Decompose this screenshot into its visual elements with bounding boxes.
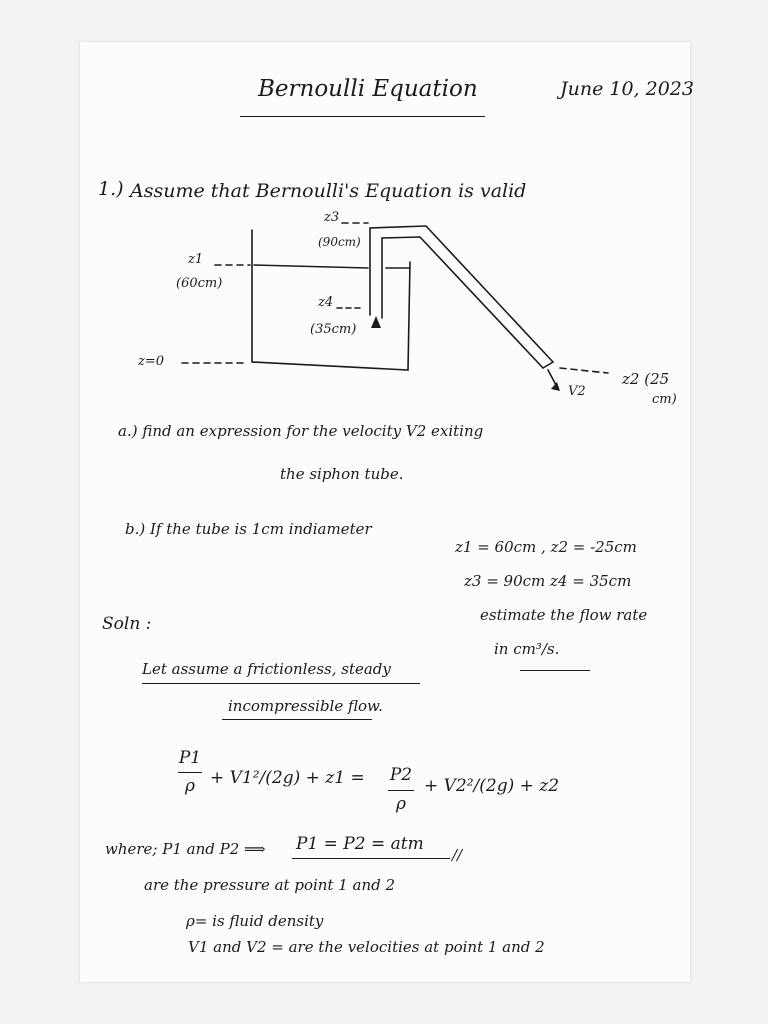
eq-p2: P2 bbox=[389, 765, 413, 785]
z4-label: z4 bbox=[318, 295, 334, 310]
v2-arrow bbox=[548, 370, 556, 385]
eq-v2-term: + V2²/(2g) + z2 bbox=[424, 776, 560, 796]
flow-rate-underline bbox=[520, 670, 590, 671]
part-b-line3: in cm³/s. bbox=[494, 640, 560, 658]
problem-number: 1.) bbox=[98, 178, 124, 200]
z3-value: (90cm) bbox=[318, 235, 361, 249]
z4-value: (35cm) bbox=[310, 322, 357, 337]
z0-label: z=0 bbox=[138, 354, 165, 369]
part-b-values-2: z3 = 90cm z4 = 35cm bbox=[464, 572, 632, 590]
z2-ref-line bbox=[560, 368, 608, 373]
eq-fraction-bar-2 bbox=[388, 790, 414, 791]
part-a-line1: a.) find an expression for the velocity V2 exiting bbox=[118, 422, 484, 440]
problem-statement: Assume that Bernoulli's Equation is valid bbox=[130, 180, 527, 202]
z4-arrowhead bbox=[371, 316, 381, 328]
eq-v1-term: + V1²/(2g) + z1 = bbox=[210, 768, 365, 788]
eq-rho-2: ρ bbox=[396, 794, 406, 814]
assumption-line1: Let assume a frictionless, steady bbox=[142, 660, 391, 678]
page-date: June 10, 2023 bbox=[560, 78, 694, 100]
eq-p1: P1 bbox=[178, 748, 202, 768]
part-b-line2: estimate the flow rate bbox=[480, 606, 648, 624]
pressure-note: are the pressure at point 1 and 2 bbox=[144, 876, 396, 894]
assumption-underline-1 bbox=[142, 683, 420, 684]
z2-label: z2 (25 bbox=[622, 370, 670, 388]
part-b-values-1: z1 = 60cm , z2 = -25cm bbox=[455, 538, 637, 556]
page-title: Bernoulli Equation bbox=[258, 76, 478, 102]
z1-label: z1 bbox=[188, 252, 204, 267]
z2-unit: cm) bbox=[652, 392, 677, 407]
where-prefix: where; P1 and P2 ⟹ bbox=[105, 840, 266, 858]
part-a-line2: the siphon tube. bbox=[280, 465, 404, 483]
water-surface bbox=[254, 265, 368, 268]
eq-fraction-bar-1 bbox=[178, 772, 202, 773]
velocity-note: V1 and V2 = are the velocities at point 1 and 2 bbox=[188, 938, 545, 956]
eq-rho-1: ρ bbox=[185, 776, 195, 796]
v2-label: V2 bbox=[568, 384, 586, 399]
siphon-tube-inner bbox=[382, 237, 543, 368]
part-b-line1: b.) If the tube is 1cm indiameter bbox=[125, 520, 372, 538]
siphon-tube-outer bbox=[370, 226, 553, 362]
density-note: ρ= is fluid density bbox=[186, 912, 324, 930]
where-result: P1 = P2 = atm bbox=[296, 834, 424, 854]
solution-label: Soln : bbox=[102, 614, 152, 634]
assumption-line2: incompressible flow. bbox=[228, 697, 383, 715]
where-result-underline bbox=[292, 858, 450, 859]
z1-value: (60cm) bbox=[176, 276, 223, 291]
where-end-mark: // bbox=[452, 846, 463, 864]
z3-label: z3 bbox=[324, 210, 340, 225]
assumption-underline-2 bbox=[222, 719, 372, 720]
